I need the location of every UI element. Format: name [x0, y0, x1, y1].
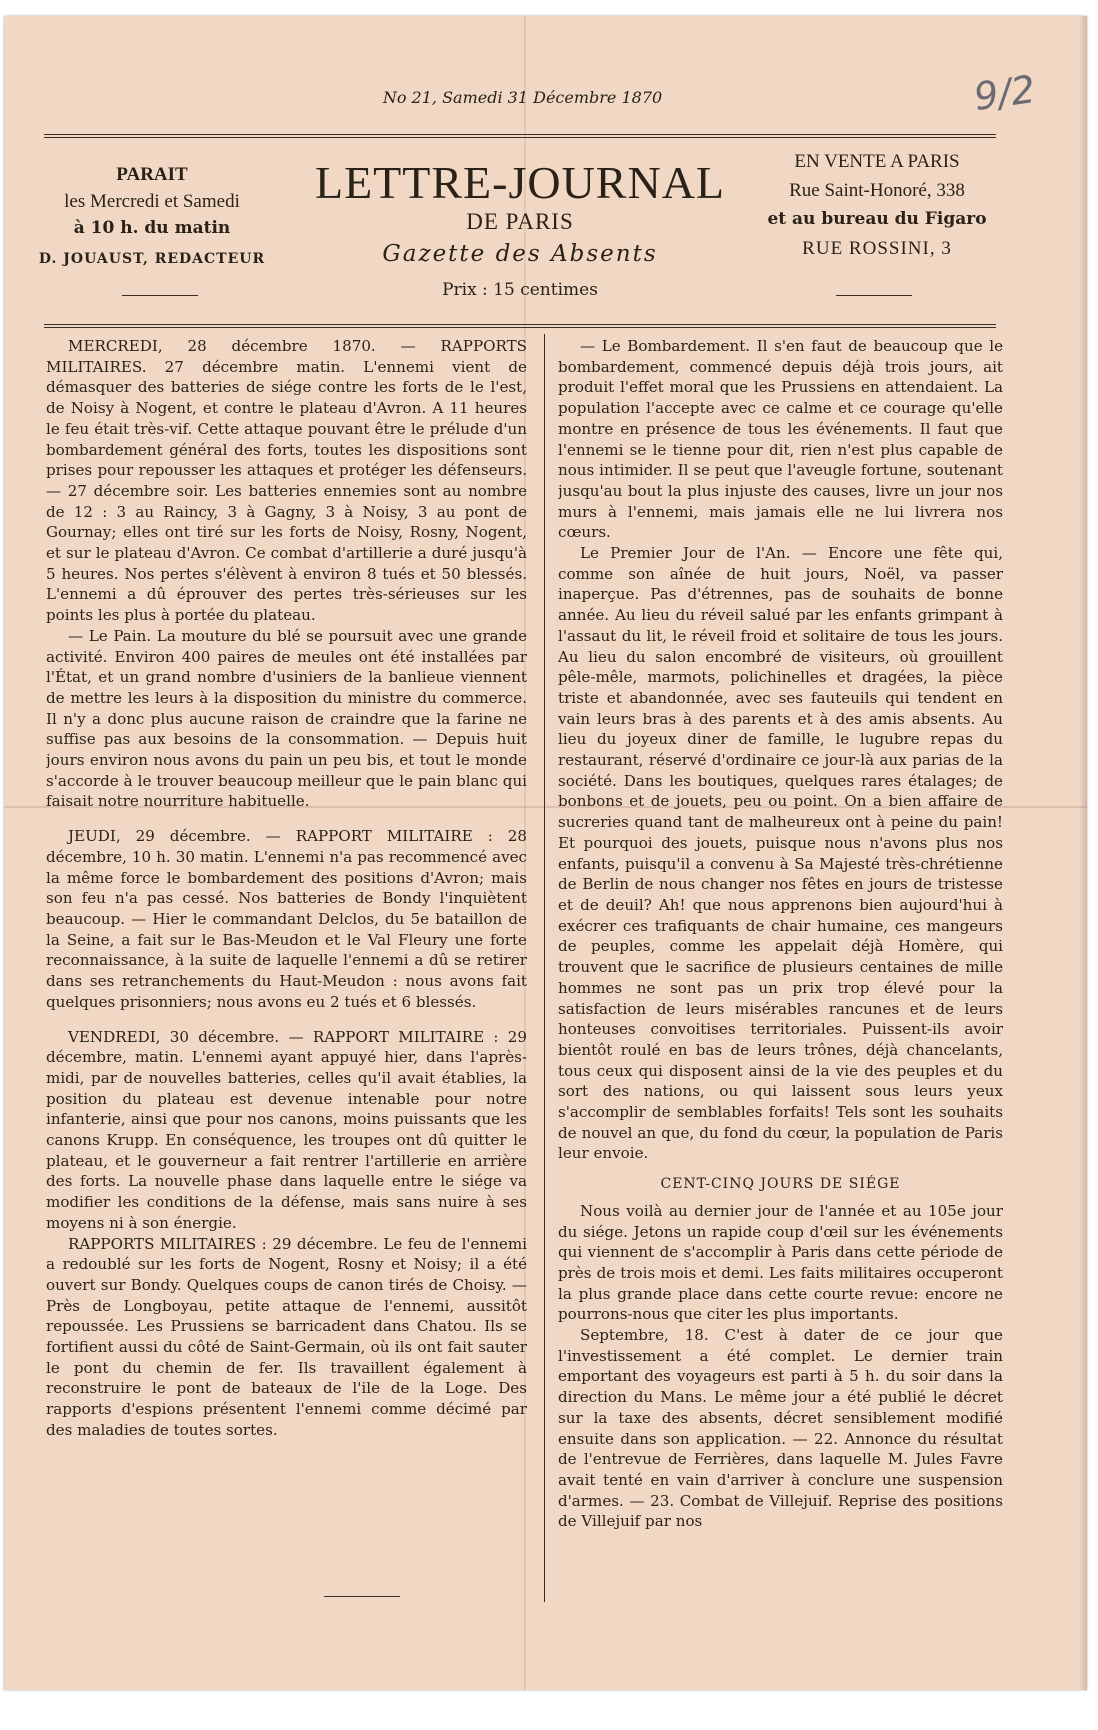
article-septembre: Septembre, 18. C'est à dater de ce jour que l'investissement a été complet. Le dernier train emportant des voyageurs est parti à 5 h. du soir dans la direction du Mans. Le même jour a été publié le décret sur la taxe des absents, décret sensiblement modifié ensuite dans son application. — 22. Annonce du résultat de l'entrevue de Ferrières, dans laquelle M. Jules Favre avait tenté en vain d'arriver à conclure une suspension d'armes. — 23. Combat de Villejuif. Reprise des positions de Villejuif par nos: [558, 1326, 1003, 1531]
header-top-rule: [44, 134, 996, 135]
masthead: [294, 158, 746, 308]
newspaper-title: LETTRE-JOURNAL: [314, 157, 726, 208]
header-top-rule-2: [44, 137, 996, 138]
sales-line-2: Rue Saint-Honoré, 338: [789, 180, 965, 201]
publication-schedule-block: [34, 161, 270, 273]
page-edge-shadow: [1079, 16, 1087, 1690]
article-vendredi: VENDREDI, 30 décembre. — RAPPORT MILITAIRE : 29 décembre, matin. L'ennemi ayant appuyé hier, dans l'après-midi, par de nouvelles batteries, celles qu'il avait établies, la position du plateau est devenue intenable pour notre infanterie, ainsi que pour nos canons, moins puissants que les canons Krupp. En conséquence, les troupes ont dû quitter le plateau, et le gouverneur a fait rentrer l'artillerie en arrière des forts. La nouvelle phase dans laquelle entre le siége va modifier les conditions de la défense, mais sans nuire à ses moyens ni à son énergie.: [46, 1027, 527, 1232]
column-end-dash: [324, 1596, 400, 1597]
sales-info-block: [759, 147, 995, 263]
header-dash-left: [122, 295, 198, 296]
header-bottom-rule-2: [44, 327, 996, 328]
newspaper-price: Prix : 15 centimes: [442, 280, 598, 300]
right-column: [558, 336, 1003, 1606]
header-bottom-rule: [44, 324, 996, 325]
editor-line: D. JOUAUST, REDACTEUR: [38, 251, 266, 267]
article-le-pain: — Le Pain. La mouture du blé se poursuit avec une grande activité. Environ 400 paires de meules ont été installées par l'État, et un grand nombre d'usiniers de la banlieue viennent de mettre les leurs à la disposition du ministre du commerce. Il n'y a donc plus aucune raison de craindre que la farine ne suffise pas aux besoins de la consommation. — Depuis huit jours environ nous avons du pain un peu bis, et tout le monde s'accorde à le trouver beaucoup meilleur que le pain blanc qui faisait notre nourriture habituelle.: [46, 626, 527, 811]
column-divider: [544, 334, 545, 1602]
article-jeudi: JEUDI, 29 décembre. — RAPPORT MILITAIRE : 28 décembre, 10 h. 30 matin. L'ennemi n'a pas recommencé avec la même force le bombardement des positions d'Avron; mais son feu n'a pas cessé. Nos batteries de Bondy l'inquiètent beaucoup. — Hier le commandant Delclos, du 5e bataillon de la Seine, a fait sur le Bas-Meudon et le Val Fleury une forte reconnaissance, à la suite de laquelle l'ennemi a dû se retirer dans ses retranchements du Haut-Meudon : nous avons fait quelques prisonniers; nous avons eu 2 tués et 6 blessés.: [46, 827, 527, 1011]
article-mercredi: MERCREDI, 28 décembre 1870. — RAPPORTS MILITAIRES. 27 décembre matin. L'ennemi vient de démasquer des batteries de siége contre les forts de le l'est, de Noisy à Nogent, et contre le plateau d'Avron. A 11 heures le feu était très-vif. Cette attaque pouvant être le prélude d'un bombardement général des forts, toutes les dispositions sont prises pour repousser les attaques et protéger les défenseurs. — 27 décembre soir. Les batteries ennemies sont au nombre de 12 : 3 au Raincy, 3 à Gagny, 3 à Noisy, 3 au pont de Gournay; elles ont tiré sur les forts de Noisy, Rosny, Nogent, et sur le plateau d'Avron. Ce combat d'artillerie a duré jusqu'à 5 heures. Nos pertes s'élèvent à environ 8 tués et 50 blessés. L'ennemi a dû éprouver des pertes très-sérieuses sur les points les plus à portée du plateau.: [46, 337, 527, 625]
newspaper-tagline: Gazette des Absents: [382, 241, 658, 267]
sales-line-4: RUE ROSSINI, 3: [802, 238, 952, 259]
article-premier-jour: Le Premier Jour de l'An. — Encore une fête qui, comme son aînée de huit jours, Noël, va passer inaperçue. Pas d'étrennes, pas de souhaits de bonne année. Au lieu du réveil salué par les enfants grimpant à l'assaut du lit, le réveil froid et solitaire de tous les jours. Au lieu du salon encombré de visiteurs, où grouillent pêle-mêle, marmots, polichinelles et dragées, la pièce triste et abandonnée, avec ses fauteuils qui tendent en vain leurs bras à des parents et à des amis absents. Au lieu du joyeux diner de famille, le lugubre repas du restaurant, réservé d'ordinaire ce jour-là aux parias de la société. Dans les boutiques, quelques rares étalages; de bonbons et de jouets, peu ou point. On a bien affaire de sucreries quand tant de malheureux ont à peine du pain! Et pourquoi des jouets, puisque nous n'avons plus nos enfants, puisqu'il a convenu à Sa Majesté très-chrétienne de Berlin de nous changer nos fêtes en jours de tristesse et de deuil? Ah! que nous apprenons bien aujourd'hui à exécrer ces trafiquants de chair humaine, ces mangeurs de peuples, comme les appelait déjà Homère, qui trouvent que le sacrifice de plusieurs centaines de mille hommes ne sont pas un prix trop élevé pour la satisfaction de leurs misérables rancunes et de leurs honteuses convoitises territoriales. Puissent-ils avoir bientôt roulé en bas de leurs trônes, déjà chancelants, tous ceux qui disposent ainsi de la vie des peuples et du sort des nations, ou qui laissent sous leurs yeux s'accomplir de semblables forfaits! Tels sont les souhaits de nouvel an que, du fond du cœur, la population de Paris leur envoie.: [558, 544, 1003, 1163]
sales-line-1: EN VENTE A PARIS: [794, 151, 960, 172]
newspaper-subtitle: DE PARIS: [466, 209, 574, 234]
left-column: [46, 336, 527, 1606]
schedule-line-2: les Mercredi et Samedi: [64, 191, 240, 212]
issue-line: No 21, Samedi 31 Décembre 1870: [382, 88, 663, 107]
schedule-line-3: à 10 h. du matin: [73, 218, 231, 238]
article-rapports-militaires: RAPPORTS MILITAIRES : 29 décembre. Le feu de l'ennemi a redoublé sur les forts de Nogent, Rosny et Noisy; il a été ouvert sur Bondy. Quelques coups de canon tirés de Choisy. — Près de Longboyau, petite attaque de l'ennemi, aussitôt repoussée. Les Prussiens se barricadent dans Chatou. Ils se fortifient aussi du côté de Saint-Germain, où ils ont fait sauter le pont du chemin de fer. Ils travaillent également à reconstruire le pont de bateaux de l'ile de la Loge. Des rapports d'espions présentent l'ennemi comme décimé par des maladies de toutes sortes.: [46, 1234, 527, 1439]
section-title: CENT-CINQ JOURS DE SIÉGE: [660, 1176, 901, 1193]
schedule-line-1: PARAIT: [116, 164, 188, 185]
newspaper-sheet: [4, 16, 1087, 1690]
article-bombardement: — Le Bombardement. Il s'en faut de beaucoup que le bombardement, commencé depuis déjà trois jours, ait produit l'effet moral que les Prussiens en attendaient. La population l'accepte avec ce calme et ce courage qu'elle montre en présence de tous les événements. Il faut que l'ennemi se le tienne pour dit, rien n'est plus capable de nous intimider. Il se peut que l'aveugle fortune, soutenant jusqu'au bout la plus injuste des causes, livre un jour nos murs à l'ennemi, mais jamais elle ne lui livrera nos cœurs.: [558, 337, 1003, 542]
pencil-annotation: 9/2: [971, 66, 1038, 120]
header-dash-right: [836, 295, 912, 296]
article-cent-cinq-jours: Nous voilà au dernier jour de l'année et au 105e jour du siége. Jetons un rapide coup d'œil sur les événements qui viennent de s'accomplir à Paris dans cette période de près de trois mois et demi. Les faits militaires occuperont la plus grande place dans cette courte revue: encore ne pourrons-nous que citer les plus importants.: [558, 1201, 1003, 1324]
sales-line-3: et au bureau du Figaro: [767, 209, 987, 229]
